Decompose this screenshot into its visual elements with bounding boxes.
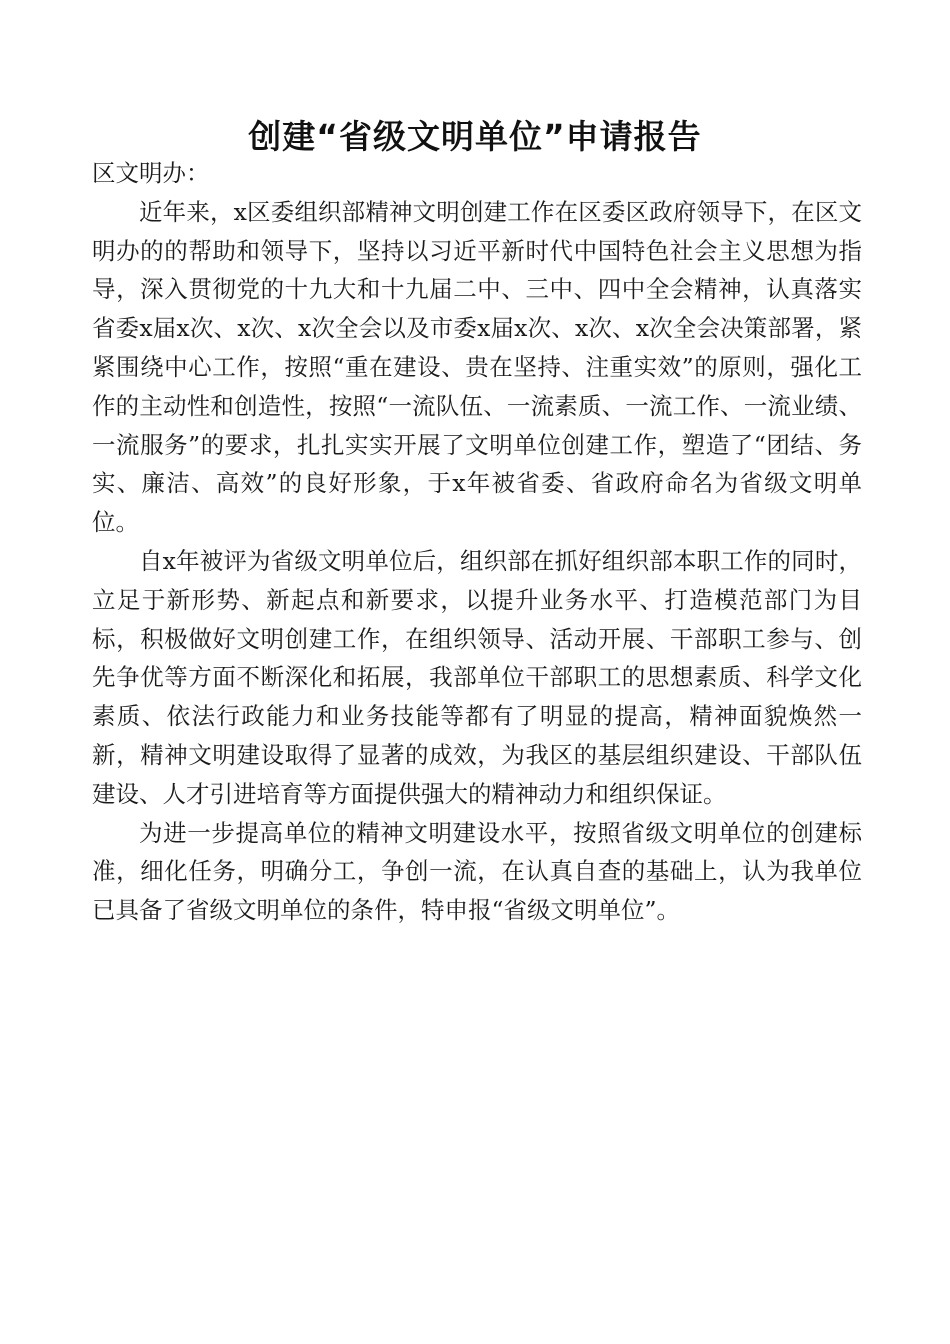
paragraph-3: 为进一步提高单位的精神文明建设水平，按照省级文明单位的创建标准，细化任务，明确分工，争创一流，在认真自查的基础上，认为我单位已具备了省级文明单位的条件，特申报“省级文明单位”。: [92, 818, 862, 925]
document-title: 创建“省级文明单位”申请报告: [248, 117, 702, 156]
paragraph-2: 自x年被评为省级文明单位后，组织部在抓好组织部本职工作的同时，立足于新形势、新起点和新要求，以提升业务水平、打造模范部门为目标，积极做好文明创建工作，在组织领导、活动开展、干部职工参与、创先争优等方面不断深化和拓展，我部单位干部职工的思想素质、科学文化素质、依法行政能力和业务技能等都有了明显的提高，精神面貌焕然一新，精神文明建设取得了显著的成效，为我区的基层组织建设、干部队伍建设、人才引进培育等方面提供强大的精神动力和组织保证。: [92, 546, 862, 808]
salutation: 区文明办：: [92, 159, 210, 187]
document-body: [92, 154, 862, 930]
paragraph-1: 近年来，x区委组织部精神文明创建工作在区委区政府领导下，在区文明办的的帮助和领导下，坚持以习近平新时代中国特色社会主义思想为指导，深入贯彻党的十九大和十九届二中、三中、四中全会精神，认真落实省委x届x次、x次、x次全会以及市委x届x次、x次、x次全会决策部署，紧紧围绕中心工作，按照“重在建设、贵在坚持、注重实效”的原则，强化工作的主动性和创造性，按照“一流队伍、一流素质、一流工作、一流业绩、一流服务”的要求，扎扎实实开展了文明单位创建工作，塑造了“团结、务实、廉洁、高效”的良好形象，于x年被省委、省政府命名为省级文明单位。: [92, 197, 862, 537]
